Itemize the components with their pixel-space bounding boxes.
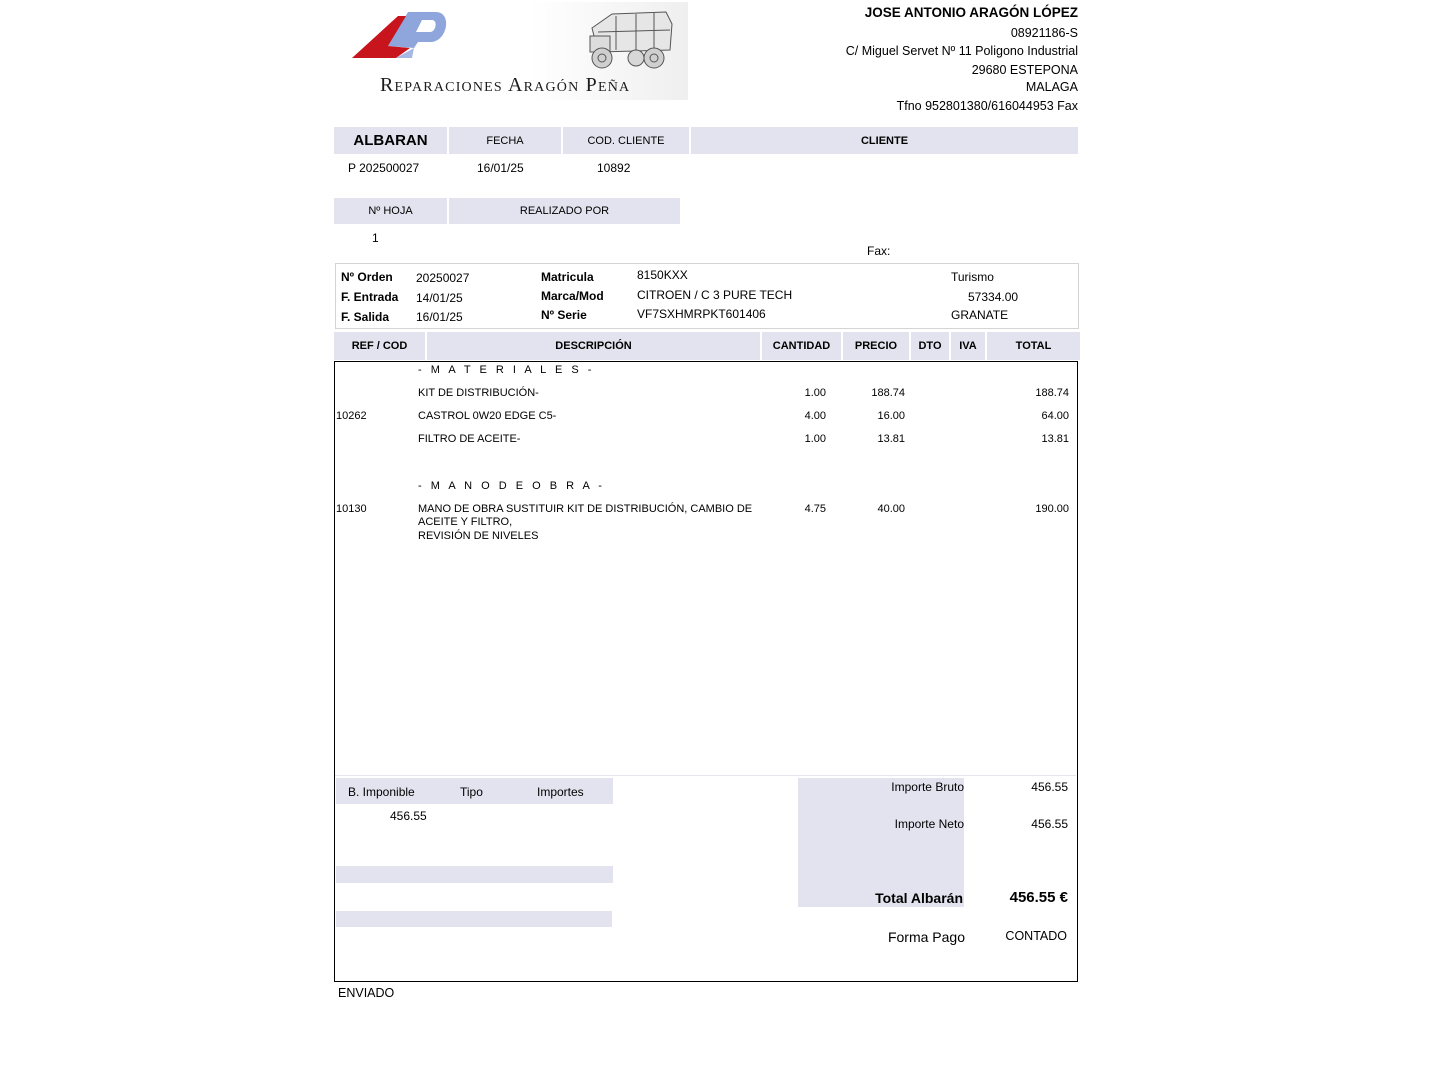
col-precio: PRECIO — [843, 332, 909, 360]
section-mano-obra: - M A N O D E O B R A - — [418, 480, 605, 492]
vehicle-color: GRANATE — [951, 308, 1009, 322]
row-qty: 4.00 — [804, 410, 826, 422]
tax-band-3 — [336, 911, 612, 927]
company-logo — [336, 2, 688, 100]
realizado-label: REALIZADO POR — [449, 198, 680, 224]
company-province: MALAGA — [1025, 80, 1078, 94]
items-box — [334, 361, 1078, 982]
col-dto: DTO — [911, 332, 949, 360]
cliente-label: CLIENTE — [691, 127, 1078, 154]
tipo-label: Tipo — [460, 785, 483, 799]
col-cantidad: CANTIDAD — [762, 332, 841, 360]
row-total: 188.74 — [1035, 387, 1069, 399]
col-iva: IVA — [951, 332, 985, 360]
company-name: JOSE ANTONIO ARAGÓN LÓPEZ — [864, 5, 1078, 20]
tax-band-2 — [336, 866, 613, 883]
row-ref: 10130 — [336, 503, 367, 515]
col-ref: REF / COD — [334, 332, 425, 360]
row-price: 188.74 — [871, 387, 905, 399]
row-qty: 1.00 — [804, 433, 826, 445]
col-descripcion: DESCRIPCIÓN — [427, 332, 760, 360]
orden-value: 20250027 — [416, 271, 470, 285]
importes-label: Importes — [537, 785, 584, 799]
entrada-label: F. Entrada — [341, 290, 399, 304]
fax-label: Fax: — [867, 244, 891, 258]
row-desc-line3: REVISIÓN DE NIVELES — [418, 530, 539, 542]
vehicle-type: Turismo — [951, 270, 994, 284]
matricula-value: 8150KXX — [637, 268, 688, 282]
salida-label: F. Salida — [341, 310, 390, 324]
row-total: 190.00 — [1035, 503, 1069, 515]
serie-value: VF7SXHMRPKT601406 — [637, 307, 766, 321]
entrada-value: 14/01/25 — [416, 291, 463, 305]
row-desc: KIT DE DISTRIBUCIÓN- — [418, 387, 539, 399]
row-price: 13.81 — [877, 433, 905, 445]
albaran-label: ALBARAN — [334, 127, 447, 154]
company-city: 29680 ESTEPONA — [971, 63, 1078, 77]
salida-value: 16/01/25 — [416, 310, 463, 324]
cod-cliente-label: COD. CLIENTE — [563, 127, 689, 154]
total-albaran-value: 456.55 € — [1009, 889, 1068, 906]
bruto-value: 456.55 — [1031, 780, 1068, 794]
forma-pago-value: CONTADO — [1005, 929, 1067, 943]
vehicle-km: 57334.00 — [968, 290, 1019, 304]
serie-label: Nº Serie — [541, 308, 587, 322]
row-total: 64.00 — [1041, 410, 1069, 422]
section-materiales: - M A T E R I A L E S - — [418, 364, 595, 376]
company-address: C/ Miguel Servet Nº 11 Poligono Industrial — [845, 44, 1078, 58]
total-albaran-label: Total Albarán — [875, 890, 963, 906]
row-total: 13.81 — [1041, 433, 1069, 445]
row-desc: FILTRO DE ACEITE- — [418, 433, 521, 445]
row-qty: 4.75 — [804, 503, 826, 515]
matricula-label: Matricula — [541, 270, 594, 284]
row-desc-line1: MANO DE OBRA SUSTITUIR KIT DE DISTRIBUCIÓN, CAMBIO DE — [418, 503, 753, 515]
forma-pago-label: Forma Pago — [887, 929, 965, 945]
neto-value: 456.55 — [1031, 817, 1068, 831]
hoja-label: Nº HOJA — [334, 198, 447, 224]
marca-value: CITROEN / C 3 PURE TECH — [637, 288, 793, 302]
col-total: TOTAL — [987, 332, 1080, 360]
row-qty: 1.00 — [804, 387, 826, 399]
albaran-number: P 202500027 — [348, 161, 420, 175]
row-price: 40.00 — [877, 503, 905, 515]
b-imponible-value: 456.55 — [390, 809, 427, 823]
company-phone: Tfno 952801380/616044953 Fax — [896, 99, 1078, 113]
row-price: 16.00 — [877, 410, 905, 422]
fecha-label: FECHA — [449, 127, 561, 154]
status-text: ENVIADO — [338, 986, 395, 1000]
totals-label-band — [798, 778, 964, 907]
orden-label: Nº Orden — [341, 270, 393, 284]
hoja-value: 1 — [372, 231, 379, 245]
cod-cliente-value: 10892 — [597, 161, 631, 175]
fecha-value: 16/01/25 — [477, 161, 524, 175]
marca-label: Marca/Mod — [541, 289, 604, 303]
b-imponible-label: B. Imponible — [348, 785, 415, 799]
row-desc-line2: ACEITE Y FILTRO, — [418, 516, 513, 528]
row-desc: CASTROL 0W20 EDGE C5- — [418, 410, 557, 422]
bruto-label: Importe Bruto — [891, 780, 964, 794]
company-nif: 08921186-S — [1010, 26, 1078, 40]
logo-text: Reparaciones Aragón Peña — [380, 74, 631, 96]
row-ref: 10262 — [336, 410, 367, 422]
neto-label: Importe Neto — [894, 817, 964, 831]
totals-separator — [335, 775, 1076, 776]
